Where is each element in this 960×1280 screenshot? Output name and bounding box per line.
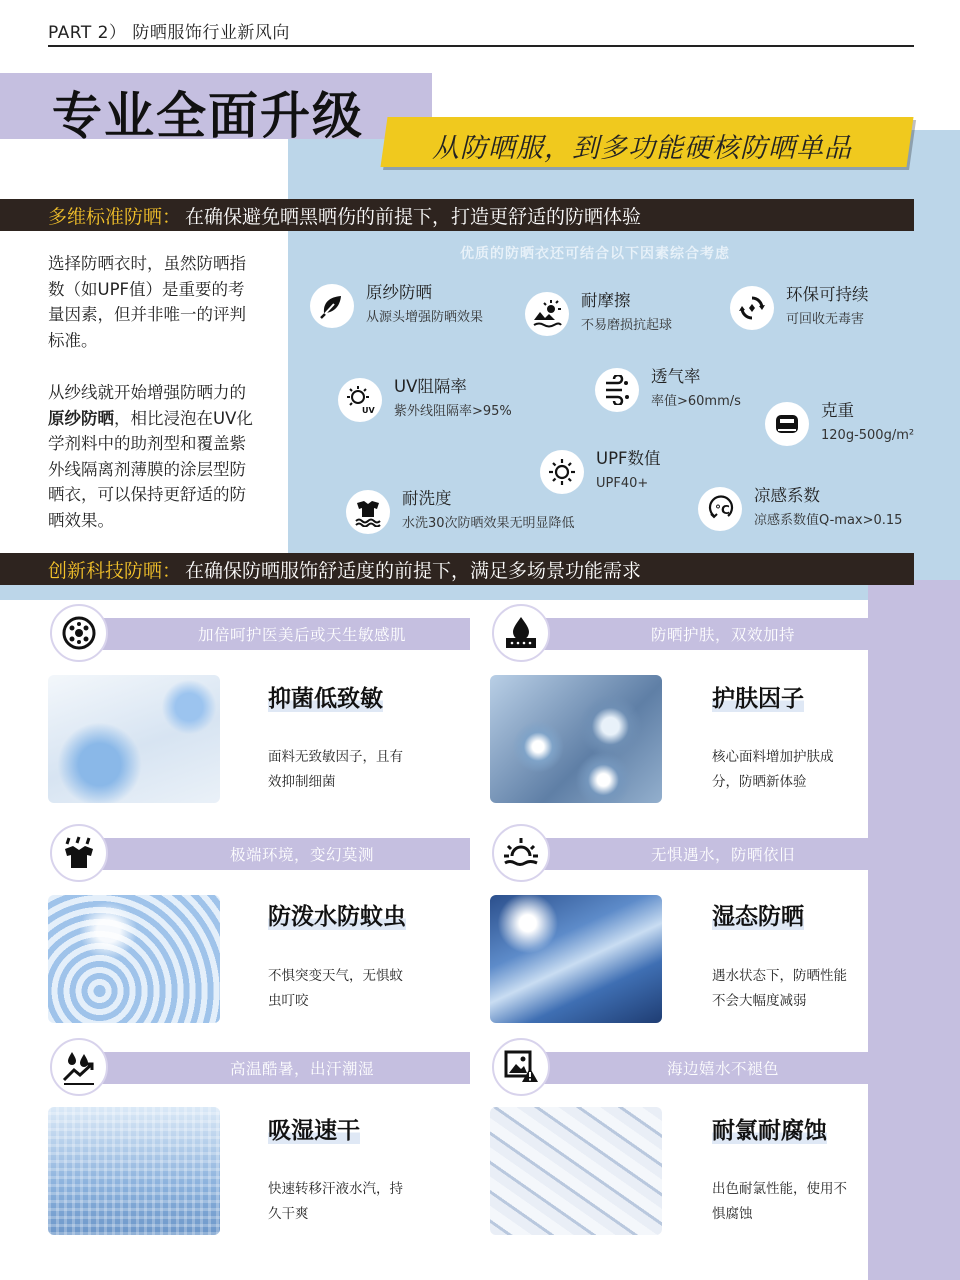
feature-title-text: 湿态防晒	[712, 904, 804, 930]
leaf-icon	[310, 284, 354, 328]
feature-desc: 面料无致敏因子，且有效抑制细菌	[268, 749, 403, 790]
factor-name: 原纱防晒	[366, 283, 432, 302]
svg-text:UV: UV	[362, 406, 375, 415]
intro-paragraph-2	[48, 380, 260, 533]
feature-title	[712, 898, 804, 931]
intro-bold: 原纱防晒	[48, 408, 114, 428]
feature-desc: 核心面料增加护肤成分，防晒新体验	[712, 749, 834, 790]
category-bar	[530, 1052, 868, 1084]
sun-wave-icon	[525, 292, 569, 336]
factor-item	[525, 290, 672, 336]
header-divider	[48, 45, 914, 47]
page-title: 专业全面升级	[52, 87, 364, 145]
section-label: 创新科技防晒：	[48, 559, 182, 582]
factor-item	[765, 400, 914, 446]
category-bar	[530, 838, 868, 870]
factor-desc: 不易磨损抗起球	[581, 318, 673, 333]
uv-sun-icon	[338, 378, 382, 422]
feature-title-text: 吸湿速干	[268, 1118, 360, 1144]
intro-text: 从纱线就开始增强防晒力的	[48, 383, 246, 402]
section-bar-innovative-tech	[0, 553, 914, 585]
section-text: 在确保防晒服饰舒适度的前提下，满足多场景功能需求	[185, 559, 642, 582]
factor-name: 克重	[821, 401, 854, 420]
sweat-dry-icon	[50, 1038, 108, 1096]
feature-title	[268, 680, 383, 713]
factor-item	[698, 485, 902, 531]
scale-icon	[765, 402, 809, 446]
category-bar	[86, 838, 470, 870]
fade-warning-icon	[492, 1038, 550, 1096]
factor-item	[595, 366, 741, 412]
factor-name: 耐摩擦	[581, 291, 631, 310]
category-bar	[530, 618, 868, 650]
factor-item	[338, 376, 512, 422]
water-repellent-image	[48, 895, 220, 1023]
rain-shirt-icon	[50, 824, 108, 882]
category-text: 加倍呵护医美后或天生敏感肌	[197, 626, 406, 644]
skin-drop-icon	[492, 604, 550, 662]
factor-item	[310, 282, 483, 328]
factor-name: 透气率	[651, 367, 701, 386]
category-text: 防晒护肤，双效加持	[650, 626, 795, 644]
section-label: 多维标准防晒：	[48, 205, 182, 228]
part-label: PART 2） 防晒服饰行业新风向	[48, 23, 290, 43]
svg-text:°C: °C	[715, 503, 730, 517]
factor-desc: 率值>60mm/s	[651, 394, 741, 409]
factor-name: 凉感系数	[754, 486, 820, 505]
antibacterial-image	[48, 675, 220, 803]
factor-desc: 凉感系数值Q-max>0.15	[754, 513, 903, 528]
section-bar-multi-standard	[0, 199, 914, 231]
factor-desc: 紫外线阻隔率>95%	[394, 404, 512, 419]
section-text: 在确保避免晒黑晒伤的前提下，打造更舒适的防晒体验	[185, 205, 642, 228]
lavender-side-panel	[868, 580, 960, 1280]
category-text: 无惧遇水，防晒依旧	[650, 846, 795, 864]
factor-desc: 从源头增强防晒效果	[366, 310, 484, 325]
category-text: 高温酷暑，出汗潮湿	[229, 1060, 374, 1078]
factor-desc: 水洗30次防晒效果无明显降低	[402, 516, 575, 531]
category-bar	[86, 618, 470, 650]
feature-title-text: 耐氯耐腐蚀	[712, 1118, 827, 1144]
feature-desc: 快速转移汗液水汽，持久干爽	[268, 1181, 403, 1222]
considerations-title: 优质的防晒衣还可结合以下因素综合考虑	[460, 246, 730, 262]
sun-water-icon	[492, 824, 550, 882]
factor-desc: 可回收无毒害	[786, 312, 865, 327]
feature-title-text: 抑菌低致敏	[268, 686, 383, 712]
intro-paragraph-1: 选择防晒衣时，虽然防晒指数（如UPF值）是重要的考量因素，但并非唯一的评判标准。	[48, 254, 246, 350]
chlorine-resistant-image	[490, 1107, 662, 1235]
feature-title	[712, 680, 804, 713]
recycle-icon	[730, 286, 774, 330]
feature-title-text: 防泼水防蚊虫	[268, 904, 406, 930]
factor-name: 耐洗度	[402, 489, 452, 508]
airflow-icon	[595, 368, 639, 412]
feature-desc: 出色耐氯性能，使用不惧腐蚀	[712, 1181, 847, 1222]
wet-protection-image	[490, 895, 662, 1023]
subtitle-text: 从防晒服，到多功能硬核防晒单品	[432, 133, 852, 164]
category-bar	[86, 1052, 470, 1084]
wash-icon	[346, 490, 390, 534]
feature-title	[268, 1112, 360, 1145]
factor-desc: UPF40+	[596, 476, 649, 491]
factor-item	[730, 284, 869, 330]
factor-name: UV阻隔率	[394, 377, 467, 396]
quick-dry-image	[48, 1107, 220, 1235]
cool-thermometer-icon	[698, 487, 742, 531]
factor-name: UPF数值	[596, 449, 661, 468]
intro-text: ，相比浸泡在UV化学剂料中的助剂型和覆盖紫外线隔离剂薄膜的涂层型防晒衣，可以保持更舒适的防晒效果。	[48, 408, 253, 530]
factor-item	[346, 488, 575, 534]
bacteria-icon	[50, 604, 108, 662]
feature-title	[712, 1112, 827, 1145]
category-text: 极端环境，变幻莫测	[229, 846, 374, 864]
feature-title	[268, 898, 406, 931]
skincare-image	[490, 675, 662, 803]
feature-title-text: 护肤因子	[712, 686, 804, 712]
factor-desc: 120g-500g/m²	[821, 428, 915, 443]
category-text: 海边嬉水不褪色	[666, 1060, 779, 1078]
factor-name: 环保可持续	[786, 285, 869, 304]
feature-desc: 遇水状态下，防晒性能不会大幅度减弱	[712, 968, 847, 1009]
feature-desc: 不惧突变天气，无惧蚊虫叮咬	[268, 968, 403, 1009]
